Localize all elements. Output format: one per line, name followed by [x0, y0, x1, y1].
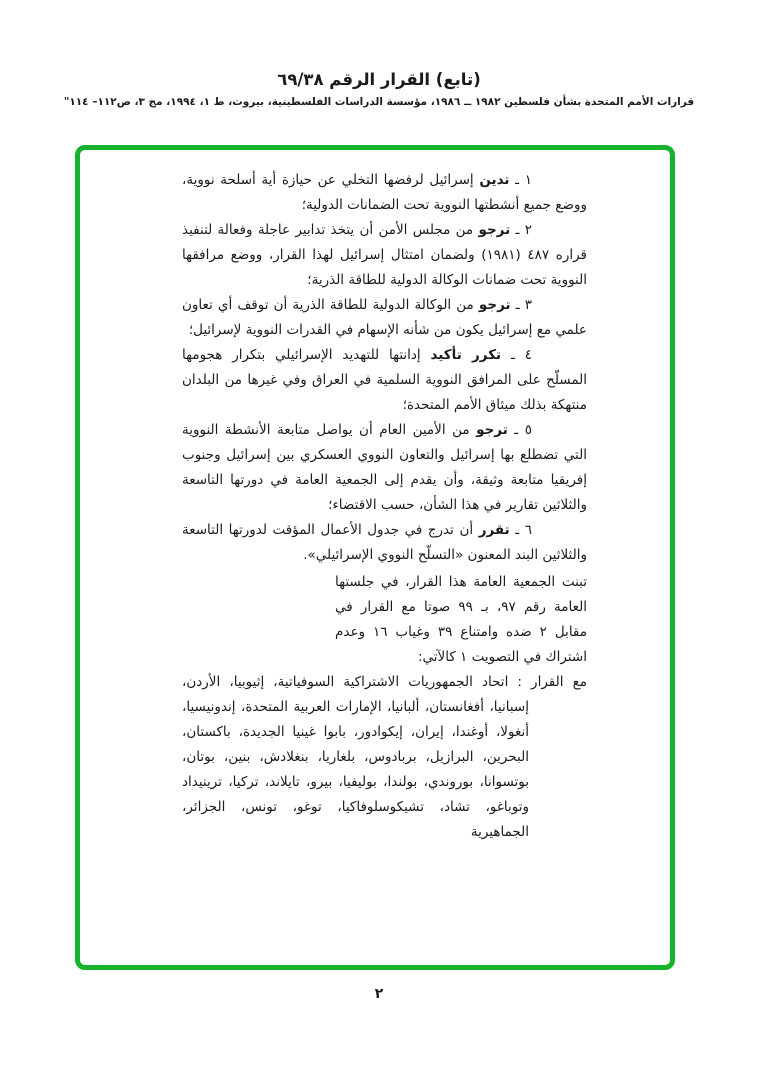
resolution-text [182, 168, 587, 845]
clause-4 [182, 343, 587, 418]
clause-2 [182, 218, 587, 293]
clause-1-lead: تدين [479, 172, 510, 188]
clause-4-number: ٤ ـ [510, 347, 532, 363]
clause-2-text: من مجلس الأمن أن يتخذ تدابير عاجلة وفعالة لتنفيذ قراره ٤٨٧ (١٩٨١) ولضمان امتثال إسرائيل لهذا القرار، ووضع مرافقها النووية تحت ضمانات الوكالة الدولية للطاقة الذرية؛ [182, 222, 587, 288]
clause-3-text: من الوكالة الدولية للطاقة الذرية أن توقف أي تعاون علمي مع إسرائيل يكون من شأنه الإسهام في القدرات النووية لإسرائيل؛ [182, 297, 587, 338]
clause-2-number: ٢ ـ [515, 222, 532, 238]
vote-with-countries: اتحاد الجمهوريات الاشتراكية السوفياتية، إثيوبيا، الأردن، إسبانيا، أفغانستان، ألبانيا، الإمارات العربية المتحدة، إندونيسيا، أنغولا، أوغندا، إيران، إيكوادور، بابوا غينيا الجديدة، باكستان، البحرين، البرازيل، بربادوس، بلغاريا، بنغلادش، بنين، بوتان، بوتسوانا، بوروندي، بولندا، بوليفيا، بيرو، تايلاند، تركيا، ترينيداد وتوباغو، تشاد، تشيكوسلوفاكيا، توغو، تونس، الجزائر، الجماهيرية [182, 674, 529, 840]
clause-1-number: ١ ـ [515, 172, 533, 188]
clause-6-text: أن تدرج في جدول الأعمال المؤقت لدورتها التاسعة والثلاثين البند المعنون «التسلّح النووي الإسرائيلي». [182, 522, 587, 563]
clause-5-number: ٥ ـ [514, 422, 532, 438]
clause-6-number: ٦ ـ [515, 522, 532, 538]
vote-with-paragraph [182, 670, 587, 845]
resolution-title: (تابع) القرار الرقم ٦٩/٣٨ [277, 70, 481, 89]
vote-with-label: مع القرار : [517, 674, 587, 690]
clause-1 [182, 168, 587, 218]
clause-4-text: إدانتها للتهديد الإسرائيلي بتكرار هجومها المسلّح على المرافق النووية السلمية في العراق وفي غيرها من البلدان منتهكة بذلك ميثاق الأمم المتحدة؛ [182, 347, 587, 413]
page-number: ٢ [374, 986, 384, 1002]
source-citation: قرارات الأمم المتحدة بشأن فلسطين ١٩٨٢ ــ ١٩٨٦، مؤسسة الدراسات الفلسطينية، بيروت، ط ١، ١٩٩٤، مج ٣، ص١١٢– ١١٤" [63, 96, 695, 108]
adoption-note: تبنت الجمعية العامة هذا القرار، في جلستها العامة رقم ٩٧، بـ ٩٩ صوتا مع القرار في مقابل ٢ ضده وامتناع ٣٩ وغياب ١٦ وعدم اشتراك في التصويت ١ كالآتي: [335, 574, 587, 665]
clause-5 [182, 418, 587, 518]
clause-5-text: من الأمين العام أن يواصل متابعة الأنشطة النووية التي تضطلع بها إسرائيل والتعاون النووي العسكري بين إسرائيل وجنوب إفريقيا متابعة وثيقة، وأن يقدم إلى الجمعية العامة في دورتها التاسعة والثلاثين تقارير في هذا الشأن، حسب الاقتضاء؛ [182, 422, 587, 513]
clause-2-lead: ترجو [478, 222, 511, 238]
clause-3-number: ٣ ـ [515, 297, 533, 313]
highlight-box [75, 145, 675, 970]
clause-5-lead: ترجو [476, 422, 508, 438]
clause-4-lead: تكرر تأكيد [430, 347, 502, 363]
clause-3 [182, 293, 587, 343]
clause-3-lead: ترجو [478, 297, 511, 313]
clause-6-lead: تقرر [478, 522, 510, 538]
clause-1-text: إسرائيل لرفضها التخلي عن حيازة أية أسلحة نووية، ووضع جميع أنشطتها النووية تحت الضمانات الدولية؛ [182, 172, 587, 213]
clause-6 [182, 518, 587, 568]
document-header [0, 70, 758, 108]
